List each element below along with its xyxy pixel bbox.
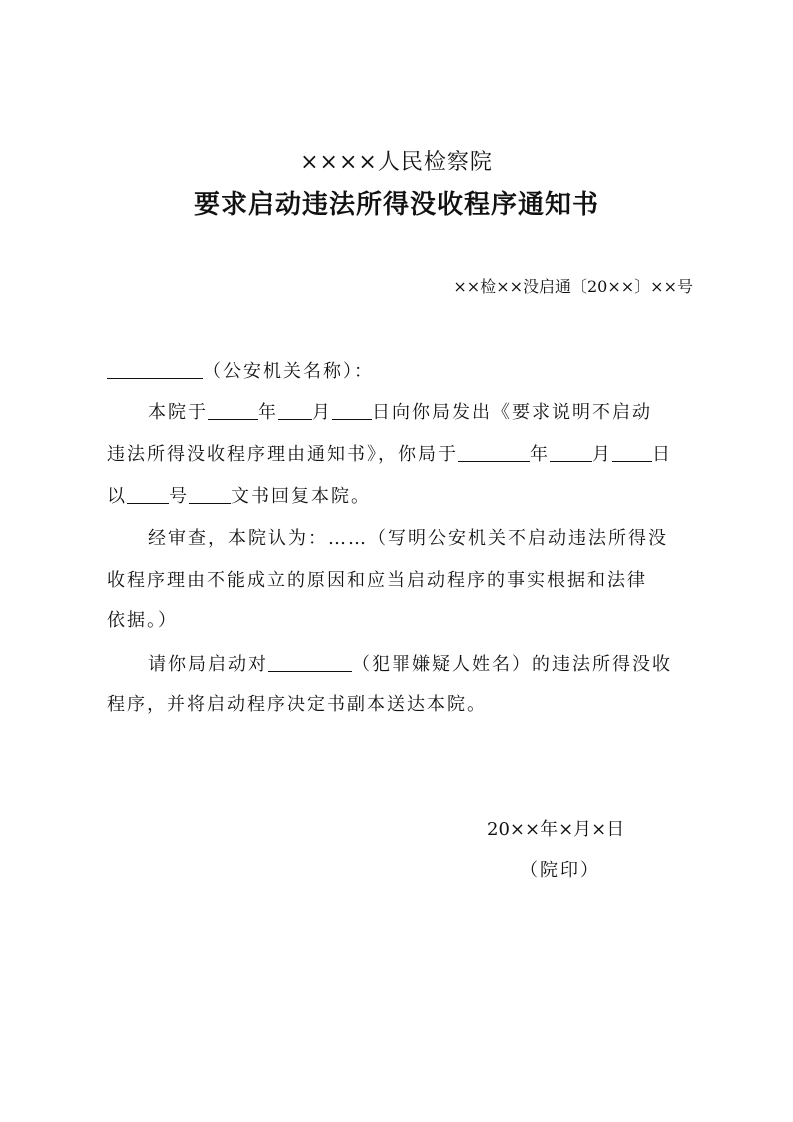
text-segment: 违法所得没收程序理由通知书》，你局于 — [107, 444, 458, 465]
reply-day-blank — [612, 443, 652, 462]
text-segment: 文书回复本院。 — [231, 486, 371, 507]
document-number: ××检××没启通〔20××〕××号 — [453, 277, 693, 296]
day-blank — [332, 401, 372, 420]
paragraph-3-line-2: 程序，并将启动程序决定书副本送达本院。 — [107, 694, 487, 715]
addressee-suffix: （公安机关名称）： — [203, 361, 374, 382]
paragraph-1-line-1 — [148, 398, 652, 424]
text-segment: 号 — [169, 486, 189, 507]
document-title: 要求启动违法所得没收程序通知书 — [193, 190, 599, 220]
addressee-line — [107, 357, 374, 383]
paragraph-1-line-3 — [107, 482, 371, 508]
document-number-blank — [127, 485, 169, 504]
text-segment: 年 — [258, 402, 278, 423]
paragraph-2-line-2: 收程序理由不能成立的原因和应当启动程序的事实根据和法律 — [107, 570, 647, 591]
text-segment: 以 — [107, 486, 127, 507]
text-segment: 月 — [312, 402, 332, 423]
paragraph-1-line-2 — [107, 440, 672, 466]
court-seal-label: （院印） — [520, 860, 600, 881]
text-segment: 请你局启动对 — [148, 654, 268, 675]
text-segment: 年 — [530, 444, 550, 465]
month-blank — [278, 401, 312, 420]
addressee-blank — [107, 360, 203, 379]
issuing-organization: ××××人民检察院 — [300, 150, 493, 175]
text-segment: （犯罪嫌疑人姓名）的违法所得没收 — [352, 654, 672, 675]
issue-date: 20××年×月×日 — [487, 819, 625, 840]
reply-year-blank — [458, 443, 530, 462]
paragraph-2-line-1: 经审查，本院认为：……（写明公安机关不启动违法所得没 — [148, 528, 668, 549]
reply-month-blank — [550, 443, 592, 462]
paragraph-2-line-3: 依据。） — [107, 610, 178, 631]
text-segment: 日 — [652, 444, 672, 465]
text-segment: 本院于 — [148, 402, 208, 423]
suspect-name-blank — [268, 653, 352, 672]
paragraph-3-line-1 — [148, 650, 672, 676]
document-name-blank — [189, 485, 231, 504]
year-blank — [208, 401, 258, 420]
text-segment: 日向你局发出《要求说明不启动 — [372, 402, 652, 423]
text-segment: 月 — [592, 444, 612, 465]
